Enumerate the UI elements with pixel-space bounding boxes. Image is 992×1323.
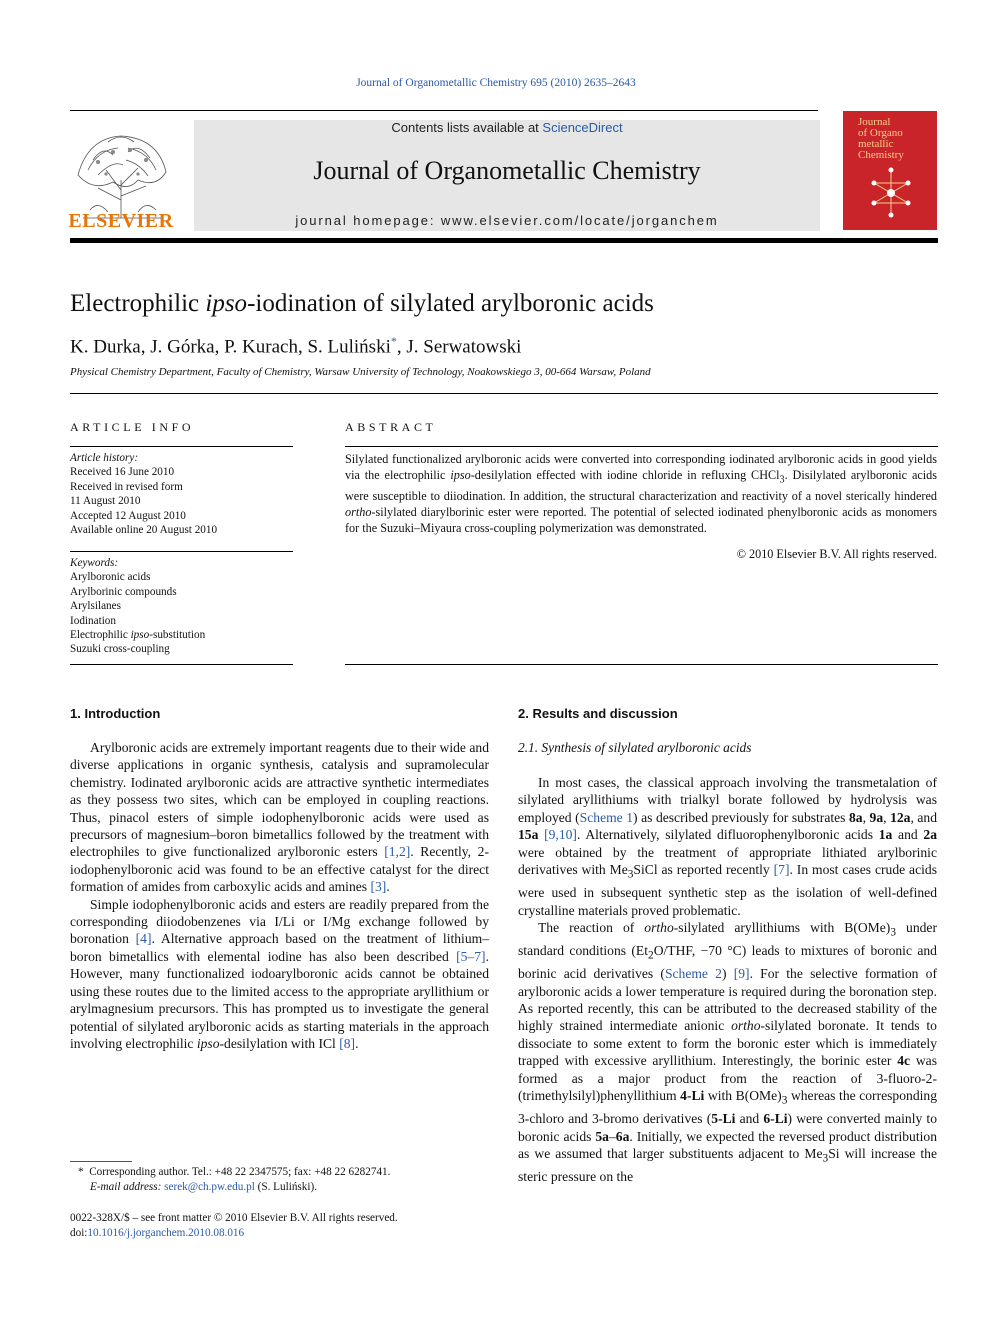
header-rule <box>70 110 818 111</box>
title-rule <box>70 393 938 394</box>
contents-line: Contents lists available at ScienceDirect <box>391 120 623 135</box>
article-info-rule <box>70 446 293 447</box>
article-info-heading: ARTICLE INFO <box>70 420 195 434</box>
ref-8[interactable]: [8] <box>339 1035 356 1051</box>
footnote: * Corresponding author. Tel.: +48 22 2347575; fax: +48 22 6282741. E-mail address: serek@ch.pw.edu.pl (S. Luliński). <box>78 1166 391 1193</box>
corresponding-author-mark[interactable]: * <box>390 334 397 348</box>
footnote-rule <box>70 1161 132 1162</box>
results-body <box>518 774 937 1186</box>
issn-doi: 0022-328X/$ – see front matter © 2010 Elsevier B.V. All rights reserved. doi:10.1016/j.jorganchem.2010.08.016 <box>70 1212 398 1239</box>
results-subheading: 2.1. Synthesis of silylated arylboronic acids <box>518 740 752 755</box>
results-paragraph-1: In most cases, the classical approach involving the transmetalation of silylated aryllithiums with trialkyl borate followed by hydrolysis was employed (Scheme 1) as described previously for substrates 8a, 9a, 12a, and 15a [9,10]. Alternatively, silylated difluorophenylboronic acids 1a and 2a were obtained by the treatment of appropriate lithiated arylborinic derivatives with $Me_3SiCl$ as reported recently [7]. In most cases crude acids were used in subsequent synthetic step as the isolation of well-defined crystalline materials proved problematic. <box>518 775 938 918</box>
results-heading: 2. Results and discussion <box>518 706 678 721</box>
abstract-heading: ABSTRACT <box>345 420 437 434</box>
ref-3[interactable]: [3] <box>370 879 387 895</box>
intro-paragraph-2: Simple iodophenylboronic acids and esters are readily prepared from the corresponding diiodobenzenes via I/Li or I/Mg exchange followed by boronation [4]. Alternative approach based on the treatment of lithium–boron bimetallics with elemental iodine has also been described [5–7]. However, many functionalized iodoarylboronic acids cannot be obtained using these routes due to the limited access to the appropriate aryllithium or arylmagnesium precursors. This has prompted us to investigate the general potential of silylated arylboronic acids as starting materials in the approach involving electrophilic ipso-desilylation with ICl [8]. <box>70 896 490 1051</box>
elsevier-wordmark: ELSEVIER <box>68 210 174 232</box>
abstract-bottom-rule <box>345 664 938 665</box>
results-paragraph-2: The reaction of ortho-silylated aryllithiums with $B(OMe)_3$ under standard conditions ($Et_2O$/THF, −70 °C) leads to mixtures of boronic and borinic acid derivatives (Scheme 2) [9]. For the selective formation of arylboronic acids a lower temperature is required during the boronation step. As reported recently, this can be attributed to the decreased stability of the highly strained intermediate anionic ortho-silylated boronate. It tends to dissociate to some extent to form the boronic ester which is immediately trapped with excessive aryllithium. Interestingly, the borinic ester 4c was formed as a major product from the reaction of 3-fluoro-2-(trimethylsilyl)phenyllithium 4-Li with $B(OMe)_3$ whereas the corresponding 3-chloro and 3-bromo derivatives (5-Li and 6-Li) were converted mainly to boronic acids 5a–6a. Initially, we expected the reversed product distribution as we assumed that larger substituents adjacent to $Me_3Si$ will increase the steric pressure on the <box>518 919 937 1185</box>
doi-link[interactable]: 10.1016/j.jorganchem.2010.08.016 <box>87 1227 245 1239</box>
journal-title: Journal of Organometallic Chemistry <box>313 156 701 185</box>
intro-paragraph-1: Arylboronic acids are extremely important reagents due to their wide and diverse applications in organic synthesis, catalysis and supramolecular chemistry. Iodinated arylboronic acids are attractive synthetic intermediates as they possess two sites, which can be employed in coupling reactions. Thus, pinacol esters of simple iodophenylboronic acids were used as precursors of magnesium–boron bimetallics followed by the treatment with electrophiles to give functionalized arylboronic esters [1,2]. Recently, 2-iodophenylboronic acid was found to be an effective catalyst for the direct formation of amides from carboxylic acids and amines [3]. <box>70 740 489 895</box>
history-rule <box>70 551 293 552</box>
intro-body <box>70 739 489 1052</box>
ref-5-7[interactable]: [5–7] <box>456 948 486 964</box>
abstract-text: Silylated functionalized arylboronic acids were converted into corresponding iodinated arylboronic acids in good yields via the electrophilic ipso-desilylation effected with iodine chloride in refluxing CHCl$_3$. Disilylated arylboronic acids were susceptible to diiodination. In addition, the structural characterization and reactivity of a novel sterically hindered ortho-silylated diarylborinic ester were reported. The potential of selected iodinated phenylboronic acids as monomers for the Suzuki–Miyaura cross-coupling polymerization was demonstrated. <box>345 452 938 536</box>
sciencedirect-link[interactable]: ScienceDirect <box>542 120 623 135</box>
article-title: Electrophilic ipso-iodination of silylated arylboronic acids <box>70 290 654 317</box>
ref-9[interactable]: [9] <box>733 966 750 982</box>
author-email-link[interactable]: serek@ch.pw.edu.pl <box>164 1181 255 1193</box>
journal-homepage[interactable]: journal homepage: www.elsevier.com/locate/jorganchem <box>295 213 719 228</box>
affiliation: Physical Chemistry Department, Faculty of Chemistry, Warsaw University of Technology, Noakowskiego 3, 00-664 Warsaw, Poland <box>70 366 651 378</box>
intro-heading: 1. Introduction <box>70 706 161 721</box>
article-history: Article history: Received 16 June 2010 Received in revised form 11 August 2010 Accepted 12 August 2010 Available online 20 August 2010 <box>70 452 218 537</box>
scheme-2-link[interactable]: Scheme 2 <box>664 966 722 982</box>
journal-citation[interactable]: Journal of Organometallic Chemistry 695 (2010) 2635–2643 <box>356 77 636 89</box>
keywords: Keywords: Arylboronic acids Arylborinic compounds Arylsilanes Iodination Electrophilic ipso-substitution Suzuki cross-coupling <box>70 557 206 656</box>
scheme-1-link[interactable]: Scheme 1 <box>579 809 634 825</box>
ref-4[interactable]: [4] <box>135 931 152 947</box>
ref-7[interactable]: [7] <box>773 862 790 878</box>
keywords-rule <box>70 664 293 665</box>
header-thick-rule <box>70 238 938 243</box>
abstract-copyright: © 2010 Elsevier B.V. All rights reserved. <box>736 547 937 561</box>
cover-molecule-graphic <box>866 165 916 220</box>
ref-1-2[interactable]: [1,2] <box>384 844 411 860</box>
journal-cover-title: Journal of Organo metallic Chemistry <box>858 116 904 161</box>
abstract-rule <box>345 446 938 447</box>
author-list: K. Durka, J. Górka, P. Kurach, S. Luliński*, J. Serwatowski <box>70 334 522 358</box>
ref-9-10[interactable]: [9,10] <box>544 827 577 843</box>
